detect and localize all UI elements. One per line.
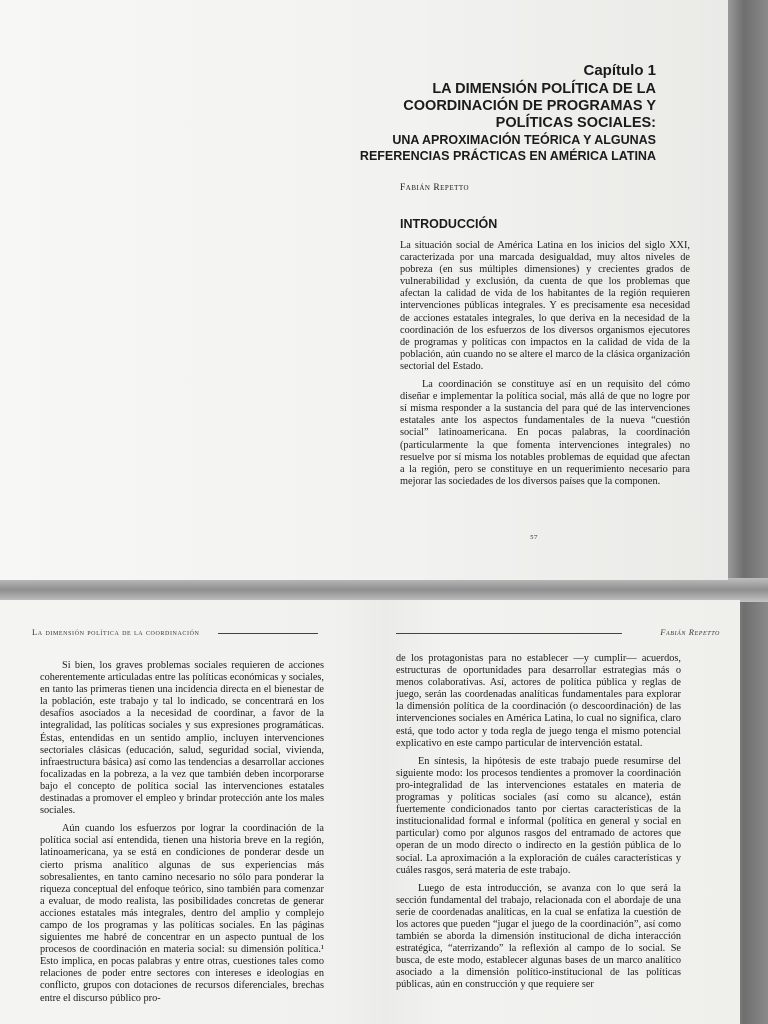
paragraph: de los protagonistas para no establecer —y cumplir— acuerdos, estructuras de oportunidades para desarrollar estrategias más o menos colaborativas. Así, actores de política pública y reglas de juego, serán las coordenadas analíticas fundamentales para explorar la dimensión política de la coordinación (o descoordinación) de las intervenciones sociales en América Latina, lo cual no significa, claro está, que todo actor y toda regla de juego tenga el mismo potencial explicativo en este campo particular de intervención estatal.	[396, 653, 681, 749]
chapter-subtitle-line: UNA APROXIMACIÓN TEÓRICA Y ALGUNAS	[392, 133, 656, 147]
paragraph: Luego de esta introducción, se avanza con lo que será la sección fundamental del trabajo, relacionada con el abordaje de una serie de coordenadas analíticas, en la cual se enfatiza la cuestión de los actores que pueden “jugar el juego de la coordinación”, así como también se aborda la dimensión institucional de dicha interacción estratégica, “aterrizando” la reflexión al campo de lo social. Se busca, de este modo, establecer algunas bases de un marco analítico asociado a la dimensión político-institucional de las políticas públicas, aún en construcción y que requiere ser	[396, 882, 681, 991]
chapter-title-line: COORDINACIÓN DE PROGRAMAS Y	[403, 98, 656, 114]
chapter-title-line: LA DIMENSIÓN POLÍTICA DE LA	[432, 81, 656, 97]
page-mark: ⁵⁷	[530, 533, 538, 545]
paragraph: La coordinación se constituye así en un requisito del cómo diseñar e implementar la política social, más allá de que no logre por sí misma responder a la sustancia del para qué de las intervenciones estatales ante los aspectos fundamentales de la nueva “cuestión social” latinoamericana. En pocas palabras, la coordinación (particularmente la que fomenta intervenciones integrales) no resuelve por sí misma los notables problemas de equidad que afectan a la región, pero se constituye en un requerimiento necesario para mejorar las sociedades de los diversos países que la componen.	[400, 379, 690, 487]
running-head-right: Fabián Repetto	[660, 627, 720, 637]
chapter-heading	[360, 62, 656, 164]
chapter-label: Capítulo 1	[583, 62, 656, 79]
running-head-left: La dimensión política de la coordinación	[32, 627, 200, 637]
author-name: Fabián Repetto	[400, 183, 470, 193]
paragraph: Aún cuando los esfuerzos por lograr la coordinación de la política social así entendida, tienen una historia breve en la región, latinoamericana, ya se está en condiciones de ponderar desde un cierto prisma analítico algunas de sus experiencias más sobresalientes, en tanto camino necesario no sólo para ponderar la riqueza conceptual del enfoque teórico, sino también para comenzar a evaluar, de modo realista, las posibilidades concretas de generar acciones estatales más integrales, dentro del amplio y complejo campo de los programas y las políticas sociales. En las páginas siguientes me habré de concentrar en un aspecto puntual de los procesos de coordinación en materia social: su dimensión política.¹ Esto implica, en pocas palabras y entre otras, cuestiones tales como relaciones de poder entre sectores con intereses e ideologías en conflicto, grupos con dotaciones de recursos diferenciales, brechas entre el discurso público pro-	[40, 823, 324, 1004]
chapter-subtitle-line: REFERENCIAS PRÁCTICAS EN AMÉRICA LATINA	[359, 149, 656, 163]
right-page-body	[396, 653, 681, 992]
paragraph: En síntesis, la hipótesis de este trabajo puede resumirse del siguiente modo: los procesos tendientes a promover la coordinación pro-integralidad de las intervenciones estatales en materia de programas y políticas sociales (así como su alcance), están fuertemente condicionados tanto por ciertas características de la institucionalidad formal e informal (política en general y social en particular) como por algunos rasgos del entramado de actores que operan de un modo directo o indirecto en la gestión pública de lo social. La aproximación a la exploración de cuáles características y cuáles rasgos, será materia de este trabajo.	[396, 755, 681, 876]
intro-body	[400, 240, 690, 488]
scan-gap	[0, 578, 768, 602]
paragraph: La situación social de América Latina en los inicios del siglo XXI, caracterizada por una marcada desigualdad, muy altos niveles de pobreza (en sus múltiples dimensiones) y crecientes grados de vulnerabilidad y exclusión, da cuenta de que los problemas que afectan la calidad de vida de los habitantes de la región requieren intervenciones públicas integrales. Y es precisamente esa necesidad de acciones estatales integrales, lo que deriva en la necesidad de la coordinación de los esfuerzos de los diversos organismos ejecutores de programas y políticas con impactos en la calidad de vida de la población, aún cuando no se altere el marco de la clásica organización sectorial del Estado.	[400, 240, 690, 372]
left-page-body	[40, 660, 324, 1005]
header-rule	[396, 633, 622, 634]
header-rule	[218, 633, 318, 634]
chapter-title-line: POLÍTICAS SOCIALES:	[495, 115, 656, 131]
section-heading: INTRODUCCIÓN	[400, 217, 498, 231]
paragraph: Si bien, los graves problemas sociales requieren de acciones coherentemente articuladas entre las políticas económicas y sociales, en tanto las primeras tienen una incidencia directa en el bienestar de la población, este trabajo y tal lo indicado, se concentrará en los desafíos asociados a la necesidad de coordinar, a favor de la integralidad, las políticas sociales y sus expresiones programáticas. Éstas, entendidas en un sentido amplio, incluyen intervenciones sectoriales clásicas (educación, salud, seguridad social, vivienda, infraestructura básica) así como las tendencias a desarrollar acciones focalizadas en la pobreza, a la vez que también deben incorporarse bajo el concepto de política social las intervenciones estatales destinadas a promover el empleo y brindar protección ante los males sociales.	[40, 660, 324, 817]
